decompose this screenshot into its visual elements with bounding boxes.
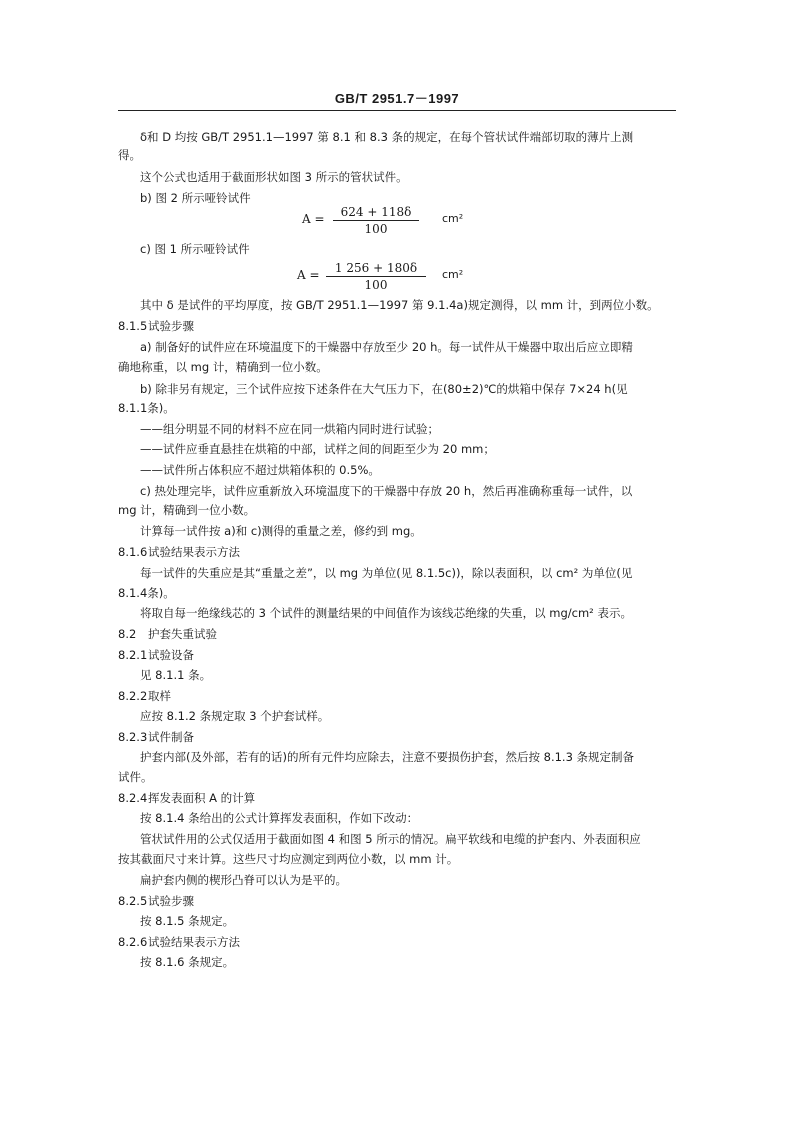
paragraph-line: a) 制备好的试件应在环境温度下的干燥器中存放至少 20 h。每一试件从干燥器中取出后应立即精 (140, 340, 633, 354)
formula-unit: cm² (442, 212, 464, 225)
paragraph-line: 计算每一试件按 a)和 c)测得的重量之差，修约到 mg。 (140, 524, 422, 538)
section-title: 试件制备 (148, 730, 194, 744)
paragraph-line: 8.1.1条)。 (118, 401, 175, 415)
section-title: 试验设备 (148, 648, 194, 662)
paragraph-line: 应按 8.1.2 条规定取 3 个护套试样。 (140, 709, 330, 723)
section-title: 试验步骤 (148, 894, 194, 908)
section-title: 取样 (148, 689, 171, 703)
paragraph-line: 按其截面尺寸来计算。这些尺寸均应测定到两位小数，以 mm 计。 (118, 852, 459, 866)
formula-fraction (333, 205, 419, 236)
section-title: 挥发表面积 A 的计算 (148, 791, 256, 805)
paragraph-line: 见 8.1.1 条。 (140, 668, 212, 682)
formula-numerator: 624 + 118δ (333, 205, 419, 221)
section-number: 8.2.2 (118, 689, 148, 703)
section-heading-8-1-6 (118, 544, 240, 560)
paragraph-line: 这个公式也适用于截面形状如图 3 所示的管状试件。 (140, 170, 408, 184)
section-title: 试验步骤 (148, 319, 194, 333)
paragraph-line: 扁护套内侧的楔形凸脊可以认为是平的。 (140, 873, 347, 887)
formula-numerator: 1 256 + 180δ (326, 261, 426, 277)
section-number: 8.2.1 (118, 648, 148, 662)
section-title: 试验结果表示方法 (148, 545, 240, 559)
paragraph-line: b) 除非另有规定，三个试件应按下述条件在大气压力下，在(80±2)℃的烘箱中保存 7×24 h(见 (140, 382, 628, 396)
section-heading-8-2-6 (118, 934, 240, 950)
header-rule (118, 110, 676, 111)
list-item: ——组分明显不同的材料不应在同一烘箱内同时进行试验； (140, 422, 439, 436)
formula-unit: cm² (442, 268, 464, 281)
paragraph-line: 按 8.1.4 条给出的公式计算挥发表面积，作如下改动： (140, 811, 419, 825)
section-heading-8-1-5 (118, 318, 194, 334)
paragraph-line: c) 热处理完毕，试件应重新放入环境温度下的干燥器中存放 20 h，然后再准确称重每一试件，以 (140, 484, 633, 498)
section-number: 8.1.6 (118, 545, 148, 559)
section-number: 8.2 (118, 627, 137, 641)
paragraph-line: 8.1.4条)。 (118, 586, 175, 600)
paragraph-line: c) 图 1 所示哑铃试件 (140, 242, 250, 256)
section-heading-8-2-1 (118, 647, 194, 663)
section-number: 8.2.6 (118, 935, 148, 949)
section-heading-8-2-3 (118, 729, 194, 745)
list-item: ——试件应垂直悬挂在烘箱的中部，试样之间的间距至少为 20 mm； (140, 442, 495, 456)
paragraph-line: 将取自每一绝缘线芯的 3 个试件的测量结果的中间值作为该线芯绝缘的失重，以 mg/cm² 表示。 (140, 606, 632, 620)
paragraph-line: 得。 (118, 148, 141, 162)
formula-lhs: A = (302, 212, 325, 226)
section-heading-8-2-4 (118, 790, 255, 806)
section-number: 8.2.4 (118, 791, 148, 805)
section-heading-8-2-2 (118, 688, 171, 704)
paragraph-line: 按 8.1.6 条规定。 (140, 955, 235, 969)
formula-fraction (326, 261, 426, 292)
paragraph-line: 每一试件的失重应是其“重量之差”，以 mg 为单位(见 8.1.5c))，除以表面积，以 cm² 为单位(见 (140, 566, 633, 580)
paragraph-line: 试件。 (118, 770, 153, 784)
section-number: 8.1.5 (118, 319, 148, 333)
document-header: GB/T 2951.7－1997 (334, 91, 460, 106)
section-title: 护套失重试验 (148, 627, 217, 641)
formula-denominator: 100 (364, 278, 388, 292)
paragraph-line: 管状试件用的公式仅适用于截面如图 4 和图 5 所示的情况。扁平软线和电缆的护套内、外表面积应 (140, 832, 641, 846)
formula-denominator: 100 (364, 222, 388, 236)
paragraph-line: b) 图 2 所示哑铃试件 (140, 191, 251, 205)
section-number: 8.2.5 (118, 894, 148, 908)
paragraph-line: δ和 D 均按 GB/T 2951.1—1997 第 8.1 和 8.3 条的规定，在每个管状试件端部切取的薄片上测 (140, 130, 634, 144)
section-heading-8-2-5 (118, 893, 194, 909)
formula-lhs: A = (297, 268, 320, 282)
paragraph-line: 按 8.1.5 条规定。 (140, 914, 235, 928)
paragraph-line: 护套内部(及外部，若有的话)的所有元件均应除去，注意不要损伤护套，然后按 8.1.3 条规定制备 (140, 750, 635, 764)
paragraph-line: 确地称重，以 mg 计，精确到一位小数。 (118, 360, 328, 374)
section-title: 试验结果表示方法 (148, 935, 240, 949)
paragraph-line: 其中 δ 是试件的平均厚度，按 GB/T 2951.1—1997 第 9.1.4a)规定测得，以 mm 计，到两位小数。 (140, 298, 659, 312)
section-number: 8.2.3 (118, 730, 148, 744)
section-heading-8-2 (118, 626, 217, 642)
paragraph-line: mg 计，精确到一位小数。 (118, 503, 256, 517)
list-item: ——试件所占体积应不超过烘箱体积的 0.5%。 (140, 463, 380, 477)
